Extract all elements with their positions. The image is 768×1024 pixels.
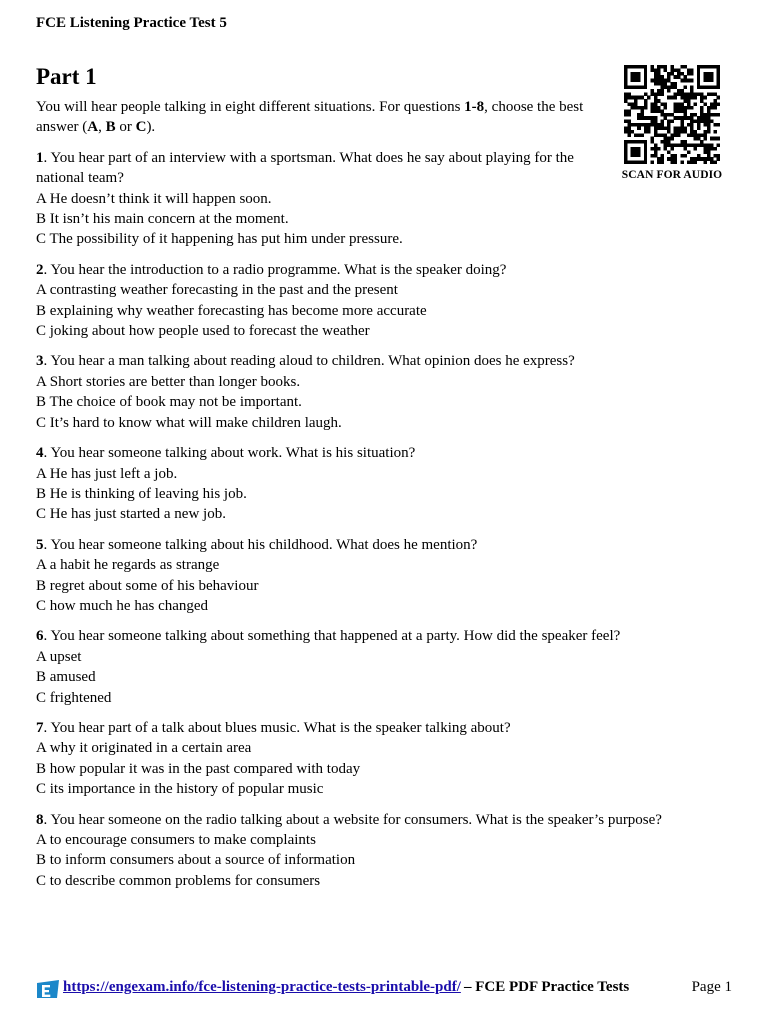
question-text: . You hear someone on the radio talking about a website for consumers. What is the speaker’s purpose?: [43, 811, 662, 828]
instructions-text: , choose the best answer (: [36, 99, 584, 136]
document-header-title: FCE Listening Practice Test 5: [36, 15, 227, 31]
answer-option-c: C how much he has changed: [36, 597, 209, 614]
answer-option-c: C frightened: [36, 689, 112, 706]
question-stem: [36, 260, 616, 280]
question-number: 6: [36, 628, 44, 645]
question-number: 7: [36, 719, 44, 736]
answer-option-c: C to describe common problems for consumers: [36, 872, 321, 889]
question-text: . You hear someone talking about work. What is his situation?: [43, 445, 416, 462]
question-range: 1-8: [464, 99, 485, 115]
qr-caption: SCAN FOR AUDIO: [621, 169, 723, 181]
question-stem: [36, 626, 696, 646]
answer-option-b: B He is thinking of leaving his job.: [36, 485, 247, 502]
question-stem: [36, 535, 616, 555]
question-5: [36, 535, 636, 617]
answer-option-b: B It isn’t his main concern at the moment.: [36, 211, 289, 228]
answer-option-a: A why it originated in a certain area: [36, 740, 252, 757]
question-text: . You hear part of an interview with a sportsman. What does he say about playing for the national team?: [36, 149, 574, 187]
question-number: 2: [36, 261, 44, 278]
option-letter-a: A: [87, 119, 99, 136]
instructions: [36, 97, 606, 138]
instructions-text: ).: [146, 119, 156, 136]
answer-option-a: A upset: [36, 648, 82, 665]
question-2: [36, 260, 636, 342]
answer-option-c: C It’s hard to know what will make children laugh.: [36, 414, 342, 431]
page-footer: [36, 979, 732, 1001]
question-6: [36, 626, 636, 708]
answer-option-b: B to inform consumers about a source of information: [36, 852, 356, 869]
question-1: [36, 148, 636, 250]
instructions-text: You will hear people talking in eight different situations. For questions: [36, 99, 465, 115]
qr-code-icon: [624, 65, 720, 164]
question-text: . You hear the introduction to a radio programme. What is the speaker doing?: [43, 261, 507, 278]
answer-option-c: C He has just started a new job.: [36, 506, 226, 523]
answer-option-a: A a habit he regards as strange: [36, 557, 220, 574]
question-text: . You hear someone talking about something that happened at a party. How did the speaker feel?: [43, 628, 621, 645]
question-number: 4: [36, 445, 44, 462]
answer-option-b: B regret about some of his behaviour: [36, 577, 259, 594]
question-content: [36, 97, 662, 901]
question-number: 8: [36, 811, 44, 828]
question-text: . You hear a man talking about reading aloud to children. What opinion does he express?: [43, 353, 575, 370]
footer-link[interactable]: https://engexam.info/fce-listening-practice-tests-printable-pdf/: [63, 979, 461, 995]
question-stem: [36, 718, 616, 738]
question-8: [36, 810, 662, 892]
engexam-logo-icon: [36, 980, 60, 998]
answer-option-a: A Short stories are better than longer books.: [36, 373, 301, 390]
question-text: . You hear part of a talk about blues music. What is the speaker talking about?: [43, 719, 511, 736]
answer-option-c: C its importance in the history of popular music: [36, 781, 324, 798]
question-text: . You hear someone talking about his childhood. What does he mention?: [43, 536, 478, 553]
answer-option-a: A contrasting weather forecasting in the past and the present: [36, 282, 398, 299]
answer-option-b: B The choice of book may not be important.: [36, 394, 302, 411]
answer-option-c: C joking about how people used to forecast the weather: [36, 323, 370, 340]
answer-option-b: B amused: [36, 669, 96, 686]
option-letter-c: C: [135, 119, 147, 136]
answer-option-c: C The possibility of it happening has put him under pressure.: [36, 231, 403, 248]
instructions-text: ,: [98, 119, 106, 136]
question-number: 5: [36, 536, 44, 553]
footer-site-name: – FCE PDF Practice Tests: [464, 979, 630, 995]
answer-option-b: B explaining why weather forecasting has become more accurate: [36, 302, 427, 319]
answer-option-a: A He doesn’t think it will happen soon.: [36, 190, 272, 207]
question-4: [36, 443, 636, 525]
question-number: 3: [36, 353, 44, 370]
option-letter-b: B: [105, 119, 116, 136]
question-stem: [36, 148, 616, 189]
page-number: Page 1: [691, 979, 732, 995]
answer-option-b: B how popular it was in the past compared with today: [36, 760, 361, 777]
question-stem: [36, 351, 616, 371]
question-stem: [36, 443, 616, 463]
question-7: [36, 718, 636, 800]
part-title: Part 1: [36, 64, 97, 89]
answer-option-a: A to encourage consumers to make complaints: [36, 832, 316, 848]
instructions-text: or: [115, 119, 136, 136]
question-number: 1: [36, 149, 44, 166]
answer-option-a: A He has just left a job.: [36, 465, 178, 482]
question-stem: [36, 810, 696, 830]
question-3: [36, 351, 636, 433]
